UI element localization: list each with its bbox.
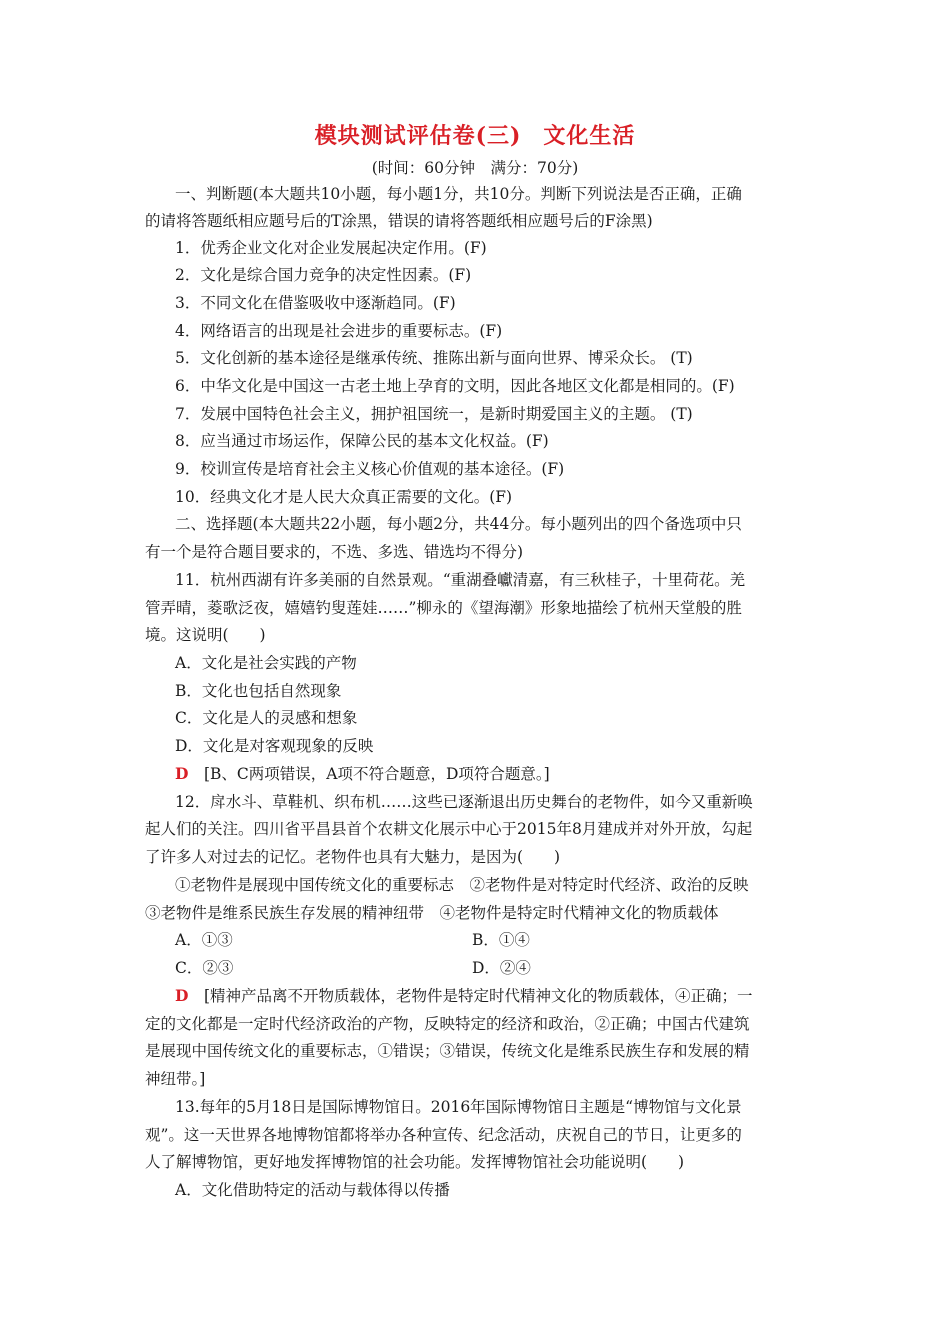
question-11-option: A．文化是社会实践的产物: [175, 654, 357, 672]
section1-heading-cont: 的请将答题纸相应题号后的T涂黑，错误的请将答题纸相应题号后的F涂黑): [145, 212, 653, 230]
exam-info: (时间：60分钟 满分：70分): [371, 159, 579, 177]
title-part2: 文化生活: [543, 123, 636, 149]
title-part1: 模块测试评估卷(三): [314, 123, 522, 149]
judge-item: 5．文化创新的基本途径是继承传统、推陈出新与面向世界、博采众长。 (T): [175, 349, 693, 367]
question-13-stem: 观”。这一天世界各地博物馆都将举办各种宣传、纪念活动，庆祝自己的节日，让更多的: [145, 1126, 742, 1144]
question-11-option: D．文化是对客观现象的反映: [175, 737, 374, 755]
answer-letter: D: [175, 986, 189, 1005]
option-a: A．①③: [175, 931, 233, 949]
judge-item: 10．经典文化才是人民大众真正需要的文化。(F): [175, 488, 513, 506]
question-11-option: C．文化是人的灵感和想象: [175, 709, 358, 727]
question-12-statements: ①老物件是展现中国传统文化的重要标志 ②老物件是对特定时代经济、政治的反映: [175, 876, 749, 894]
question-11-stem: 境。这说明( ): [145, 626, 266, 644]
question-12-answer: [175, 985, 753, 1007]
judge-item: 3．不同文化在借鉴吸收中逐渐趋同。(F): [175, 294, 456, 312]
question-13-stem: 13.每年的5月18日是国际博物馆日。2016年国际博物馆日主题是“博物馆与文化景: [175, 1098, 742, 1116]
question-13-option: A．文化借助特定的活动与载体得以传播: [175, 1181, 450, 1199]
answer-explanation-cont: 神纽带。]: [145, 1070, 206, 1088]
question-12-options-row: [175, 929, 775, 951]
option-c: C．②③: [175, 959, 234, 977]
judge-item: 8．应当通过市场运作，保障公民的基本文化权益。(F): [175, 432, 549, 450]
section1-heading: 一、判断题(本大题共10小题，每小题1分，共10分。判断下列说法是否正确，正确: [175, 185, 742, 203]
answer-explanation-cont: 定的文化都是一定时代经济政治的产物，反映特定的经济和政治，②正确；中国古代建筑: [145, 1015, 750, 1033]
answer-explanation: [精神产品离不开物质载体，老物件是特定时代精神文化的物质载体，④正确；一: [203, 987, 753, 1005]
question-11-answer: [175, 763, 550, 785]
section2-heading: 二、选择题(本大题共22小题，每小题2分，共44分。每小题列出的四个备选项中只: [175, 515, 742, 533]
option-b: B．①④: [472, 931, 530, 949]
question-12-stem: 了许多人对过去的记忆。老物件也具有大魅力，是因为( ): [145, 848, 561, 866]
question-11-stem: 管弄晴，菱歌泛夜，嬉嬉钓叟莲娃……”柳永的《望海潮》形象地描绘了杭州天堂般的胜: [145, 599, 742, 617]
option-d: D．②④: [472, 959, 531, 977]
judge-item: 1．优秀企业文化对企业发展起决定作用。(F): [175, 239, 487, 257]
answer-explanation: [B、C两项错误，A项不符合题意，D项符合题意。]: [203, 765, 550, 783]
page-title: [0, 119, 950, 150]
judge-item: 6．中华文化是中国这一古老土地上孕育的文明，因此各地区文化都是相同的。(F): [175, 377, 735, 395]
question-11-option: B．文化也包括自然现象: [175, 682, 342, 700]
question-12-stem: 起人们的关注。四川省平昌县首个农耕文化展示中心于2015年8月建成并对外开放，勾起: [145, 820, 753, 838]
judge-item: 7．发展中国特色社会主义，拥护祖国统一，是新时期爱国主义的主题。 (T): [175, 405, 693, 423]
judge-item: 2．文化是综合国力竞争的决定性因素。(F): [175, 266, 472, 284]
question-11-stem: 11．杭州西湖有许多美丽的自然景观。“重湖叠巘清嘉，有三秋桂子，十里荷花。羌: [175, 571, 746, 589]
question-12-statements: ③老物件是维系民族生存发展的精神纽带 ④老物件是特定时代精神文化的物质载体: [145, 904, 719, 922]
judge-item: 9．校训宣传是培育社会主义核心价值观的基本途径。(F): [175, 460, 565, 478]
judge-item: 4．网络语言的出现是社会进步的重要标志。(F): [175, 322, 503, 340]
answer-letter: D: [175, 764, 189, 783]
question-12-options-row: [175, 957, 775, 979]
section2-heading-cont: 有一个是符合题目要求的，不选、多选、错选均不得分): [145, 543, 524, 561]
question-12-stem: 12．戽水斗、草鞋机、织布机……这些已逐渐退出历史舞台的老物件，如今又重新唤: [175, 793, 753, 811]
question-13-stem: 人了解博物馆，更好地发挥博物馆的社会功能。发挥博物馆社会功能说明( ): [145, 1153, 685, 1171]
answer-explanation-cont: 是展现中国传统文化的重要标志，①错误；③错误，传统文化是维系民族生存和发展的精: [145, 1042, 750, 1060]
